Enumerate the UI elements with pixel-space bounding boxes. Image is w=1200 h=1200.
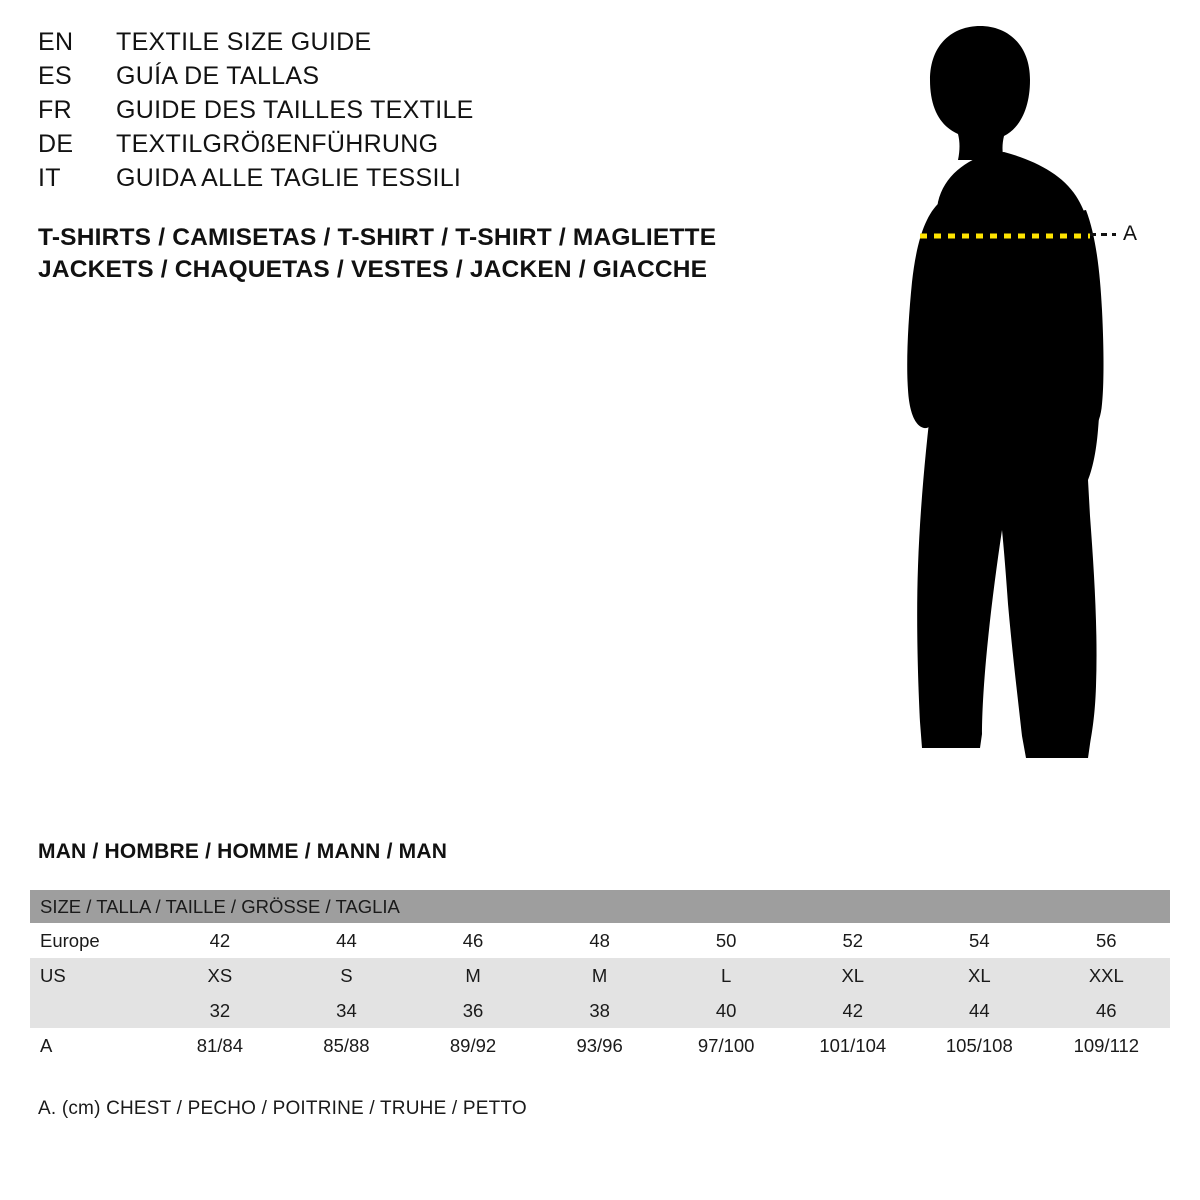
language-code: DE: [38, 130, 74, 158]
measure-label-a: A: [1123, 222, 1138, 245]
measure-leader-dashes: [1090, 233, 1116, 236]
cell: 85/88: [283, 1028, 410, 1063]
cell: 32: [157, 993, 284, 1028]
cell: 101/104: [789, 1028, 916, 1063]
cell: 54: [916, 923, 1043, 958]
cell: 42: [157, 923, 284, 958]
cell: 36: [410, 993, 537, 1028]
language-row: [38, 64, 758, 89]
cell: 93/96: [536, 1028, 663, 1063]
silhouette-body: [907, 26, 1103, 758]
cell: 44: [283, 923, 410, 958]
size-table: [30, 890, 1170, 1063]
cell: L: [663, 958, 790, 993]
cell: 50: [663, 923, 790, 958]
table-row: [30, 993, 1170, 1028]
cell: 40: [663, 993, 790, 1028]
table-row: [30, 923, 1170, 958]
language-title: GUIDE DES TAILLES TEXTILE: [116, 96, 474, 124]
cell: M: [536, 958, 663, 993]
language-row: [38, 132, 758, 157]
cell: 89/92: [410, 1028, 537, 1063]
cell: 48: [536, 923, 663, 958]
language-code: ES: [38, 62, 72, 90]
language-row: [38, 166, 758, 191]
cell: 52: [789, 923, 916, 958]
language-header-block: [38, 30, 758, 200]
language-code: FR: [38, 96, 72, 124]
cell: 46: [1043, 993, 1170, 1028]
body-silhouette-figure: [790, 10, 1190, 800]
table-row: [30, 958, 1170, 993]
cell: XL: [916, 958, 1043, 993]
cell: 105/108: [916, 1028, 1043, 1063]
language-row: [38, 98, 758, 123]
language-title: TEXTILE SIZE GUIDE: [116, 28, 372, 56]
language-code: EN: [38, 28, 74, 56]
language-code: IT: [38, 164, 61, 192]
language-title: GUÍA DE TALLAS: [116, 62, 320, 90]
silhouette-svg: [790, 10, 1190, 800]
category-tshirts: T-SHIRTS / CAMISETAS / T-SHIRT / T-SHIRT / MAGLIETTE: [38, 224, 717, 251]
table-row: [30, 1028, 1170, 1063]
table-header-row: [30, 890, 1170, 923]
language-row: [38, 30, 758, 55]
row-label: [30, 993, 157, 1028]
cell: 42: [789, 993, 916, 1028]
cell: XL: [789, 958, 916, 993]
category-block: [38, 222, 798, 287]
cell: XS: [157, 958, 284, 993]
category-jackets: JACKETS / CHAQUETAS / VESTES / JACKEN / GIACCHE: [38, 256, 708, 284]
cell: 109/112: [1043, 1028, 1170, 1063]
language-title: GUIDA ALLE TAGLIE TESSILI: [116, 164, 462, 192]
cell: 81/84: [157, 1028, 284, 1063]
cell: 97/100: [663, 1028, 790, 1063]
section-title-man: MAN / HOMBRE / HOMME / MANN / MAN: [38, 840, 448, 863]
cell: S: [283, 958, 410, 993]
cell: M: [410, 958, 537, 993]
table-header-label: SIZE / TALLA / TAILLE / GRÖSSE / TAGLIA: [30, 890, 1170, 923]
footnote-chest: A. (cm) CHEST / PECHO / POITRINE / TRUHE / PETTO: [38, 1098, 527, 1119]
cell: XXL: [1043, 958, 1170, 993]
row-label: US: [30, 958, 157, 993]
cell: 38: [536, 993, 663, 1028]
cell: 56: [1043, 923, 1170, 958]
cell: 46: [410, 923, 537, 958]
row-label: A: [30, 1028, 157, 1063]
language-title: TEXTILGRÖßENFÜHRUNG: [116, 130, 439, 158]
cell: 34: [283, 993, 410, 1028]
row-label: Europe: [30, 923, 157, 958]
cell: 44: [916, 993, 1043, 1028]
